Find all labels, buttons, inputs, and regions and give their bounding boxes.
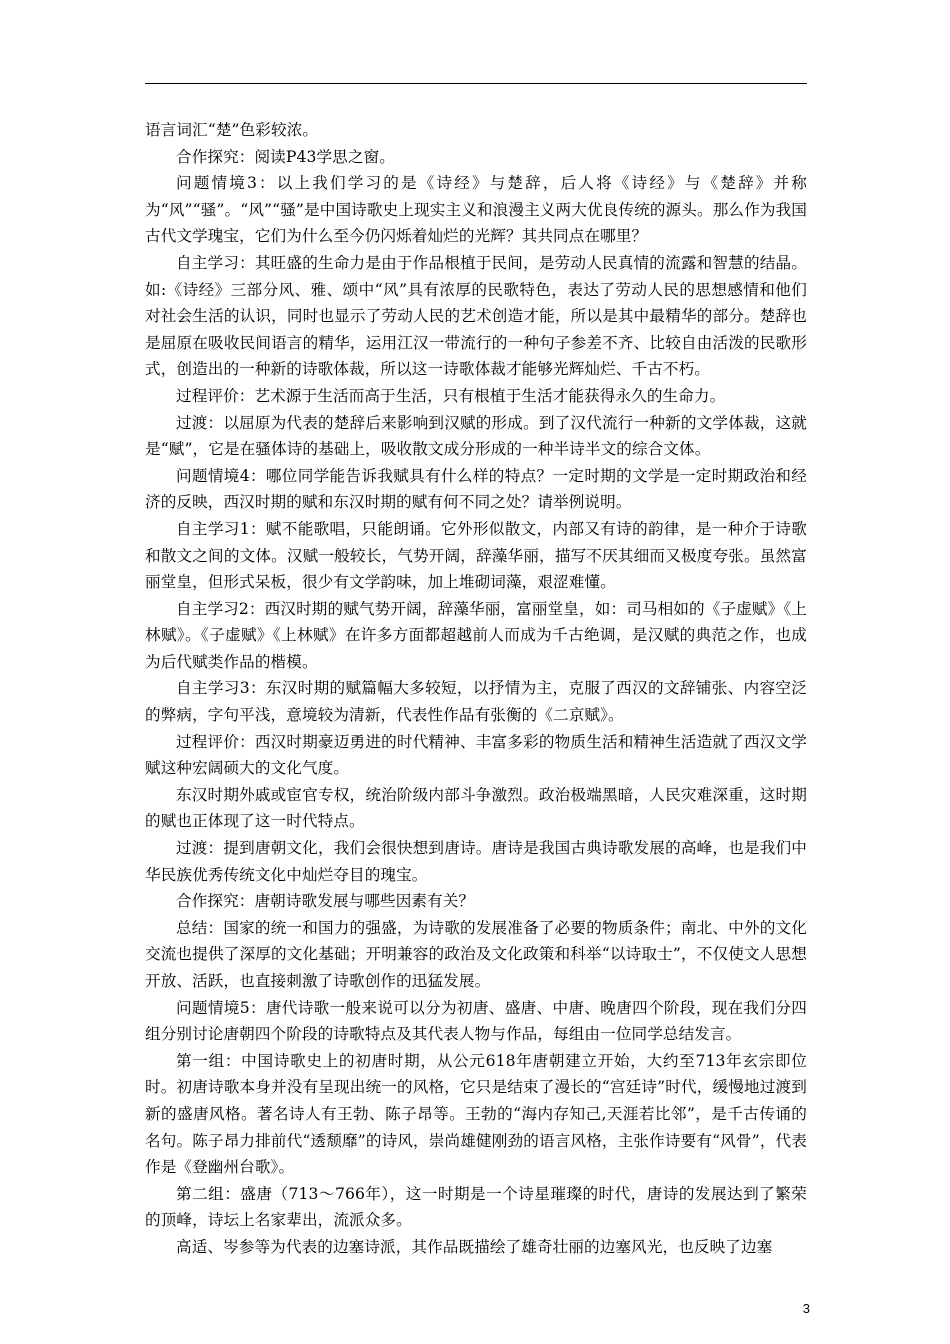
paragraph: 问题情境5：唐代诗歌一般来说可以分为初唐、盛唐、中唐、晚唐四个阶段，现在我们分四组分别讨论唐朝四个阶段的诗歌特点及其代表人物与作品，每组由一位同学总结发言。	[145, 998, 807, 1044]
paragraph: 第一组：中国诗歌史上的初唐时期，从公元618年唐朝建立开始，大约至713年玄宗即位时。初唐诗歌本身并没有呈现出统一的风格，它只是结束了漫长的“宫廷诗”时代，缓慢地过渡到新的盛唐风格。著名诗人有王勃、陈子昂等。王勃的“海内存知己,天涯若比邻”，是千古传诵的名句。陈子昂力排前代“透颓靡”的诗风，崇尚雄健刚劲的语言风格，主张作诗要有“风骨”，代表作是《登幽州台歌》。	[145, 1051, 807, 1177]
page-number: 3	[802, 1301, 810, 1316]
paragraph: 合作探究：唐朝诗歌发展与哪些因素有关？	[176, 892, 475, 911]
paragraph: 问题情境4：哪位同学能告诉我赋具有什么样的特点？一定时期的文学是一定时期政治和经济的反映，西汉时期的赋和东汉时期的赋有何不同之处？请举例说明。	[145, 466, 807, 512]
header-divider	[145, 83, 807, 84]
paragraph: 自主学习3：东汉时期的赋篇幅大多较短，以抒情为主，克服了西汉的文辞铺张、内容空泛的弊病，字句平浅，意境较为清新，代表性作品有张衡的《二京赋》。	[145, 679, 807, 725]
paragraph: 高适、岑参等为代表的边塞诗派，其作品既描绘了雄奇壮丽的边塞风光，也反映了边塞	[176, 1237, 773, 1256]
paragraph: 过渡：以屈原为代表的楚辞后来影响到汉赋的形成。到了汉代流行一种新的文学体裁，这就是“赋”，它是在骚体诗的基础上，吸收散文成分形成的一种半诗半文的综合文体。	[145, 413, 807, 459]
paragraph: 第二组：盛唐（713～766年），这一时期是一个诗星璀璨的时代，唐诗的发展达到了繁荣的顶峰，诗坛上名家辈出，流派众多。	[145, 1184, 807, 1230]
paragraph: 总结：国家的统一和国力的强盛，为诗歌的发展准备了必要的物质条件；南北、中外的文化交流也提供了深厚的文化基础；开明兼容的政治及文化政策和科举“以诗取士”，不仅使文人思想开放、活跃，也直接刺激了诗歌创作的迅猛发展。	[145, 918, 807, 990]
paragraph: 自主学习1：赋不能歌唱，只能朗诵。它外形似散文，内部又有诗的韵律，是一种介于诗歌和散文之间的文体。汉赋一般较长，气势开阔，辞藻华丽，描写不厌其细而又极度夸张。虽然富丽堂皇，但形式呆板，很少有文学韵味，加上堆砌词藻，艰涩难懂。	[145, 519, 807, 592]
paragraph: 自主学习2：西汉时期的赋气势开阔，辞藻华丽，富丽堂皇，如：司马相如的《子虚赋》《上林赋》。《子虚赋》《上林赋》在许多方面都超越前人而成为千古绝调，是汉赋的典范之作，也成为后代赋类作品的楷模。	[145, 599, 807, 671]
paragraph: 过程评价：艺术源于生活而高于生活，只有根植于生活才能获得永久的生命力。	[176, 386, 726, 405]
paragraph: 语言词汇“楚”色彩较浓。	[145, 121, 319, 139]
paragraph: 合作探究：阅读P43学思之窗。	[176, 147, 395, 166]
paragraph: 问题情境3：以上我们学习的是《诗经》与楚辞，后人将《诗经》与《楚辞》并称为“风”“骚”。“风”“骚”是中国诗歌史上现实主义和浪漫主义两大优良传统的源头。那么作为我国古代文学瑰宝，它们为什么至今仍闪烁着灿烂的光辉？其共同点在哪里？	[145, 174, 807, 246]
paragraph: 自主学习：其旺盛的生命力是由于作品根植于民间，是劳动人民真情的流露和智慧的结晶。如:《诗经》三部分风、雅、颂中“风”具有浓厚的民歌特色，表达了劳动人民的思想感情和他们对社会生活的认识，同时也显示了劳动人民的艺术创造才能，所以是其中最精华的部分。楚辞也是屈原在吸收民间语言的精华，运用江汉一带流行的一种句子参差不齐、比较自由活泼的民歌形式，创造出的一种新的诗歌体裁，所以这一诗歌体裁才能够光辉灿烂、千古不朽。	[145, 253, 807, 379]
document-body	[145, 117, 807, 1261]
paragraph: 过渡：提到唐朝文化，我们会很快想到唐诗。唐诗是我国古典诗歌发展的高峰，也是我们中华民族优秀传统文化中灿烂夺目的瑰宝。	[145, 839, 807, 884]
paragraph: 东汉时期外戚或宦官专权，统治阶级内部斗争激烈。政治极端黑暗，人民灾难深重，这时期的赋也正体现了这一时代特点。	[145, 785, 807, 831]
paragraph: 过程评价：西汉时期豪迈勇进的时代精神、丰富多彩的物质生活和精神生活造就了西汉文学赋这种宏阔硕大的文化气度。	[145, 732, 807, 778]
